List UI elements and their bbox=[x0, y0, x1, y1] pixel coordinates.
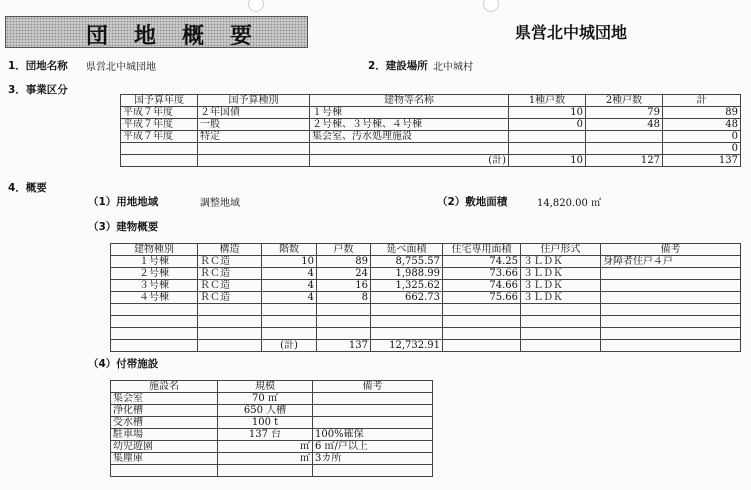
column-header: 1種戸数 bbox=[509, 95, 586, 107]
table-row bbox=[111, 280, 741, 292]
table-header-row bbox=[111, 244, 741, 256]
column-header: 建物等名称 bbox=[310, 95, 509, 107]
table-cell: 75.66 bbox=[443, 292, 521, 304]
page-title: 団地概要 bbox=[86, 24, 279, 49]
table-cell: １号棟 bbox=[310, 107, 509, 119]
table-row bbox=[111, 316, 741, 328]
facilities-label: （4）付帯施設 bbox=[88, 358, 159, 370]
table-cell: 74.66 bbox=[443, 280, 521, 292]
table-total-row bbox=[121, 155, 741, 167]
table-cell bbox=[601, 268, 741, 280]
overview-label: 4．概要 bbox=[8, 182, 47, 194]
estate-header-name: 県営北中城団地 bbox=[515, 23, 628, 42]
table-cell: 6 ㎡/戸以上 bbox=[313, 441, 433, 453]
table-row bbox=[121, 107, 741, 119]
table-cell: 身障者住戸４戸 bbox=[601, 256, 741, 268]
column-header: 住戸形式 bbox=[521, 244, 601, 256]
table-cell: 1,325.62 bbox=[371, 280, 443, 292]
table-cell: 0 bbox=[663, 143, 741, 155]
table-cell: 8 bbox=[317, 292, 371, 304]
table-cell bbox=[586, 143, 663, 155]
use-zone-value: 調整地域 bbox=[200, 198, 240, 209]
column-header: 2種戸数 bbox=[586, 95, 663, 107]
table-cell: ３ＬＤＫ bbox=[521, 256, 601, 268]
table-row bbox=[111, 292, 741, 304]
table-cell: 受水槽 bbox=[111, 417, 218, 429]
table-cell: 70 ㎡ bbox=[218, 393, 313, 405]
table-row bbox=[111, 393, 433, 405]
table-cell: 浄化槽 bbox=[111, 405, 218, 417]
estate-name-value: 県営北中城団地 bbox=[86, 62, 156, 73]
estate-name-label: 1．団地名称 bbox=[8, 60, 68, 72]
table-cell: 650 人槽 bbox=[218, 405, 313, 417]
table-row bbox=[121, 143, 741, 155]
table-cell bbox=[601, 292, 741, 304]
table-row bbox=[111, 268, 741, 280]
table-row bbox=[111, 328, 741, 340]
table-cell: 73.66 bbox=[443, 268, 521, 280]
total-sum: 137 bbox=[663, 155, 741, 167]
table-cell: 137 台 bbox=[218, 429, 313, 441]
table-cell: 平成７年度 bbox=[121, 131, 198, 143]
building-overview-table bbox=[110, 243, 741, 352]
column-header: 施設名 bbox=[111, 381, 218, 393]
table-cell bbox=[586, 131, 663, 143]
table-row bbox=[111, 465, 433, 477]
table-cell: 平成７年度 bbox=[121, 119, 198, 131]
table-row bbox=[121, 119, 741, 131]
table-cell: ３号棟 bbox=[111, 280, 198, 292]
table-cell bbox=[121, 143, 198, 155]
table-cell: ㎡ bbox=[218, 441, 313, 453]
table-row bbox=[111, 405, 433, 417]
column-header: 備考 bbox=[601, 244, 741, 256]
table-cell: 一般 bbox=[198, 119, 310, 131]
column-header: 備考 bbox=[313, 381, 433, 393]
column-header: 国予算年度 bbox=[121, 95, 198, 107]
table-total-row bbox=[111, 340, 741, 352]
building-overview-label: （3）建物概要 bbox=[88, 221, 159, 233]
column-header: 計 bbox=[663, 95, 741, 107]
facilities-table bbox=[110, 380, 433, 477]
table-cell: 48 bbox=[586, 119, 663, 131]
total-type2: 127 bbox=[586, 155, 663, 167]
table-cell: 特定 bbox=[198, 131, 310, 143]
table-row bbox=[111, 256, 741, 268]
table-cell: ２年国債 bbox=[198, 107, 310, 119]
table-row bbox=[111, 453, 433, 465]
table-cell: 集塵庫 bbox=[111, 453, 218, 465]
column-header: 戸数 bbox=[317, 244, 371, 256]
table-cell: ３ＬＤＫ bbox=[521, 280, 601, 292]
table-cell bbox=[313, 417, 433, 429]
table-cell: １号棟 bbox=[111, 256, 198, 268]
business-category-label: 3．事業区分 bbox=[8, 84, 68, 96]
column-header: 構造 bbox=[198, 244, 262, 256]
table-cell: 10 bbox=[262, 256, 317, 268]
punch-hole-right bbox=[483, 0, 499, 12]
table-cell: 幼児遊園 bbox=[111, 441, 218, 453]
table-cell: ３ＬＤＫ bbox=[521, 268, 601, 280]
total-label: (計) bbox=[310, 155, 509, 167]
table-cell: 0 bbox=[509, 119, 586, 131]
table-cell: 100%確保 bbox=[313, 429, 433, 441]
table-cell bbox=[198, 143, 310, 155]
total-area: 12,732.91 bbox=[371, 340, 443, 352]
table-cell: 10 bbox=[509, 107, 586, 119]
table-cell bbox=[509, 143, 586, 155]
table-cell bbox=[313, 393, 433, 405]
table-cell: ２号棟、３号棟、４号棟 bbox=[310, 119, 509, 131]
column-header: 建物種別 bbox=[111, 244, 198, 256]
table-cell: 1,988.99 bbox=[371, 268, 443, 280]
business-category-table bbox=[120, 94, 741, 167]
table-header-row bbox=[111, 381, 433, 393]
table-cell: 8,755.57 bbox=[371, 256, 443, 268]
table-cell: 平成７年度 bbox=[121, 107, 198, 119]
table-cell: ㎡ bbox=[218, 453, 313, 465]
table-cell: 集会室 bbox=[111, 393, 218, 405]
title-banner bbox=[5, 16, 308, 48]
site-area-label: （2）敷地面積 bbox=[437, 196, 508, 208]
table-cell: 24 bbox=[317, 268, 371, 280]
table-cell bbox=[509, 131, 586, 143]
table-cell: 89 bbox=[663, 107, 741, 119]
table-row bbox=[111, 304, 741, 316]
table-cell: 0 bbox=[663, 131, 741, 143]
table-cell: 89 bbox=[317, 256, 371, 268]
table-row bbox=[121, 131, 741, 143]
table-cell: 16 bbox=[317, 280, 371, 292]
construction-site-label: 2．建設場所 bbox=[368, 60, 428, 72]
table-cell: 3カ所 bbox=[313, 453, 433, 465]
table-cell: 79 bbox=[586, 107, 663, 119]
table-cell: 100 t bbox=[218, 417, 313, 429]
table-cell: ４号棟 bbox=[111, 292, 198, 304]
table-cell bbox=[310, 143, 509, 155]
table-cell bbox=[601, 280, 741, 292]
column-header: 国予算種別 bbox=[198, 95, 310, 107]
total-label: (計) bbox=[262, 340, 317, 352]
table-cell: ＲＣ造 bbox=[198, 256, 262, 268]
table-cell: 集会室、汚水処理施設 bbox=[310, 131, 509, 143]
column-header: 延べ面積 bbox=[371, 244, 443, 256]
column-header: 住宅専用面積 bbox=[443, 244, 521, 256]
table-cell: ２号棟 bbox=[111, 268, 198, 280]
table-cell: ＲＣ造 bbox=[198, 268, 262, 280]
construction-site-value: 北中城村 bbox=[433, 62, 473, 73]
table-row bbox=[111, 441, 433, 453]
table-cell: ＲＣ造 bbox=[198, 292, 262, 304]
column-header: 階数 bbox=[262, 244, 317, 256]
table-cell: 4 bbox=[262, 280, 317, 292]
table-cell: 4 bbox=[262, 292, 317, 304]
table-cell: 48 bbox=[663, 119, 741, 131]
table-cell bbox=[313, 405, 433, 417]
site-area-value: 14,820.00 ㎡ bbox=[537, 198, 602, 209]
table-row bbox=[111, 429, 433, 441]
table-header-row bbox=[121, 95, 741, 107]
table-cell: ＲＣ造 bbox=[198, 280, 262, 292]
table-cell: 662.73 bbox=[371, 292, 443, 304]
column-header: 規模 bbox=[218, 381, 313, 393]
punch-hole-left bbox=[248, 0, 264, 12]
total-units: 137 bbox=[317, 340, 371, 352]
table-cell: ３ＬＤＫ bbox=[521, 292, 601, 304]
table-cell: 4 bbox=[262, 268, 317, 280]
table-cell: 駐車場 bbox=[111, 429, 218, 441]
table-row bbox=[111, 417, 433, 429]
table-cell: 74.25 bbox=[443, 256, 521, 268]
total-type1: 10 bbox=[509, 155, 586, 167]
use-zone-label: （1）用地地域 bbox=[88, 196, 159, 208]
